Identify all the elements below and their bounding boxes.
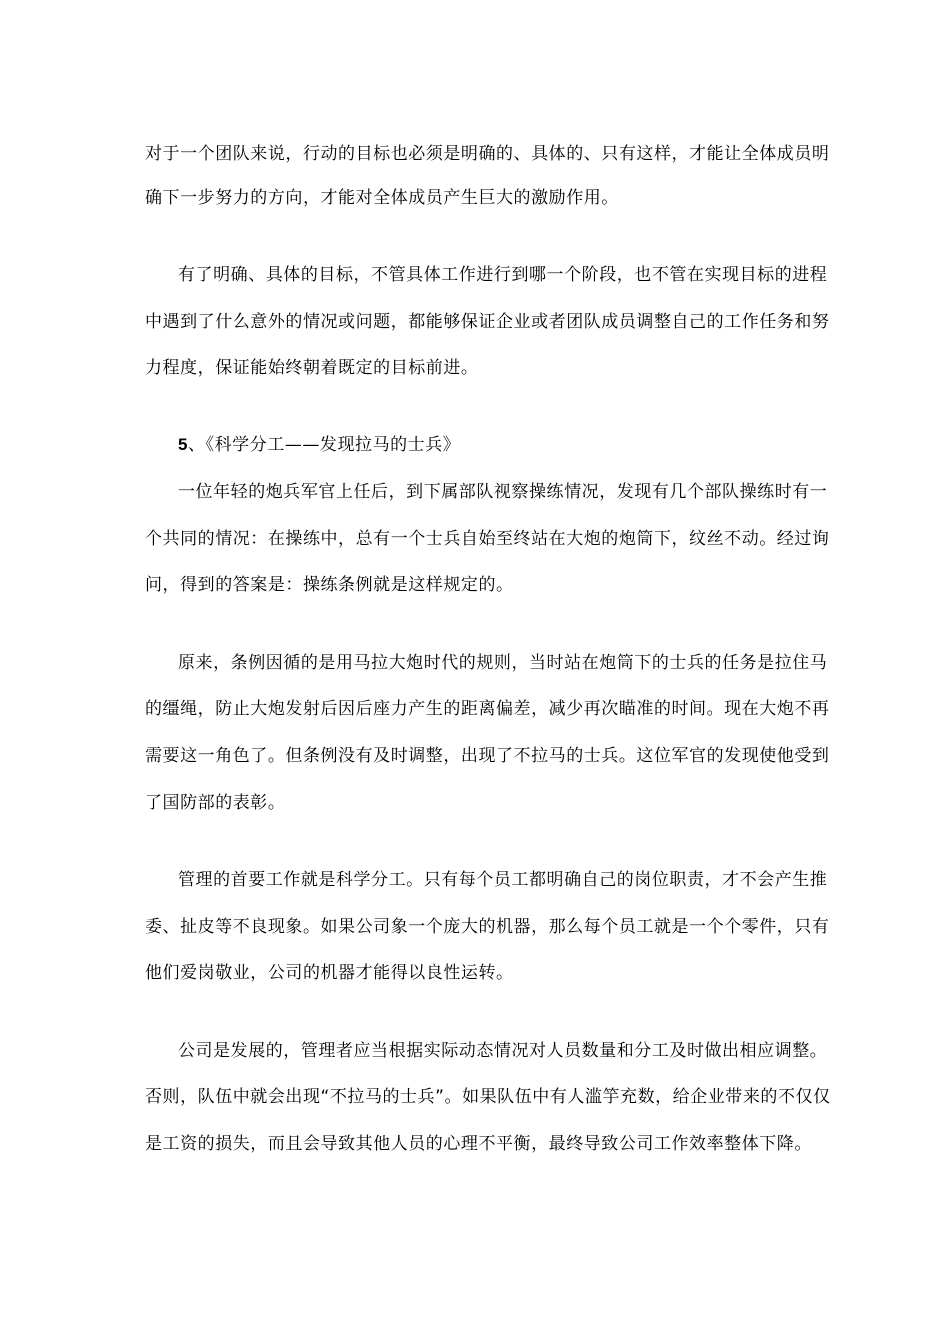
paragraph-5-line-1: 管理的首要工作就是科学分工。只有每个员工都明确自己的岗位职责，才不会产生推 [178, 870, 828, 890]
section-heading-text: 、《科学分工——发现拉马的士兵》 [188, 435, 461, 455]
paragraph-4-line-3: 需要这一角色了。但条例没有及时调整，出现了不拉马的士兵。这位军官的发现使他受到 [145, 746, 830, 766]
paragraph-5-line-2: 委、扯皮等不良现象。如果公司象一个庞大的机器，那么每个员工就是一个个零件，只有 [145, 917, 830, 937]
paragraph-3-line-2: 个共同的情况：在操练中，总有一个士兵自始至终站在大炮的炮筒下，纹丝不动。经过询 [145, 529, 830, 549]
paragraph-1-line-2: 确下一步努力的方向，才能对全体成员产生巨大的激励作用。 [145, 188, 619, 208]
paragraph-3-line-3: 问，得到的答案是：操练条例就是这样规定的。 [145, 575, 514, 595]
paragraph-6-line-3: 是工资的损失，而且会导致其他人员的心理不平衡，最终导致公司工作效率整体下降。 [145, 1134, 812, 1154]
paragraph-3-line-1: 一位年轻的炮兵军官上任后，到下属部队视察操练情况，发现有几个部队操练时有一 [178, 482, 828, 502]
paragraph-5-line-3: 他们爱岗敬业，公司的机器才能得以良性运转。 [145, 963, 514, 983]
paragraph-2-line-3: 力程度，保证能始终朝着既定的目标前进。 [145, 358, 479, 378]
paragraph-4-line-4: 了国防部的表彰。 [145, 793, 286, 813]
paragraph-6-line-2: 否则，队伍中就会出现“不拉马的士兵”。如果队伍中有人滥竽充数，给企业带来的不仅仅 [145, 1087, 831, 1107]
paragraph-4-line-1: 原来，条例因循的是用马拉大炮时代的规则，当时站在炮筒下的士兵的任务是拉住马 [178, 653, 828, 673]
paragraph-2-line-2: 中遇到了什么意外的情况或问题，都能够保证企业或者团队成员调整自己的工作任务和努 [145, 312, 830, 332]
paragraph-6-line-1: 公司是发展的，管理者应当根据实际动态情况对人员数量和分工及时做出相应调整。 [178, 1041, 828, 1061]
section-heading-number: 5 [178, 435, 189, 454]
paragraph-1-line-1: 对于一个团队来说，行动的目标也必须是明确的、具体的、只有这样，才能让全体成员明 [145, 144, 830, 164]
paragraph-4-line-2: 的缰绳，防止大炮发射后因后座力产生的距离偏差，减少再次瞄准的时间。现在大炮不再 [145, 699, 830, 719]
paragraph-2-line-1: 有了明确、具体的目标，不管具体工作进行到哪一个阶段，也不管在实现目标的进程 [178, 265, 828, 285]
section-heading [178, 434, 460, 456]
